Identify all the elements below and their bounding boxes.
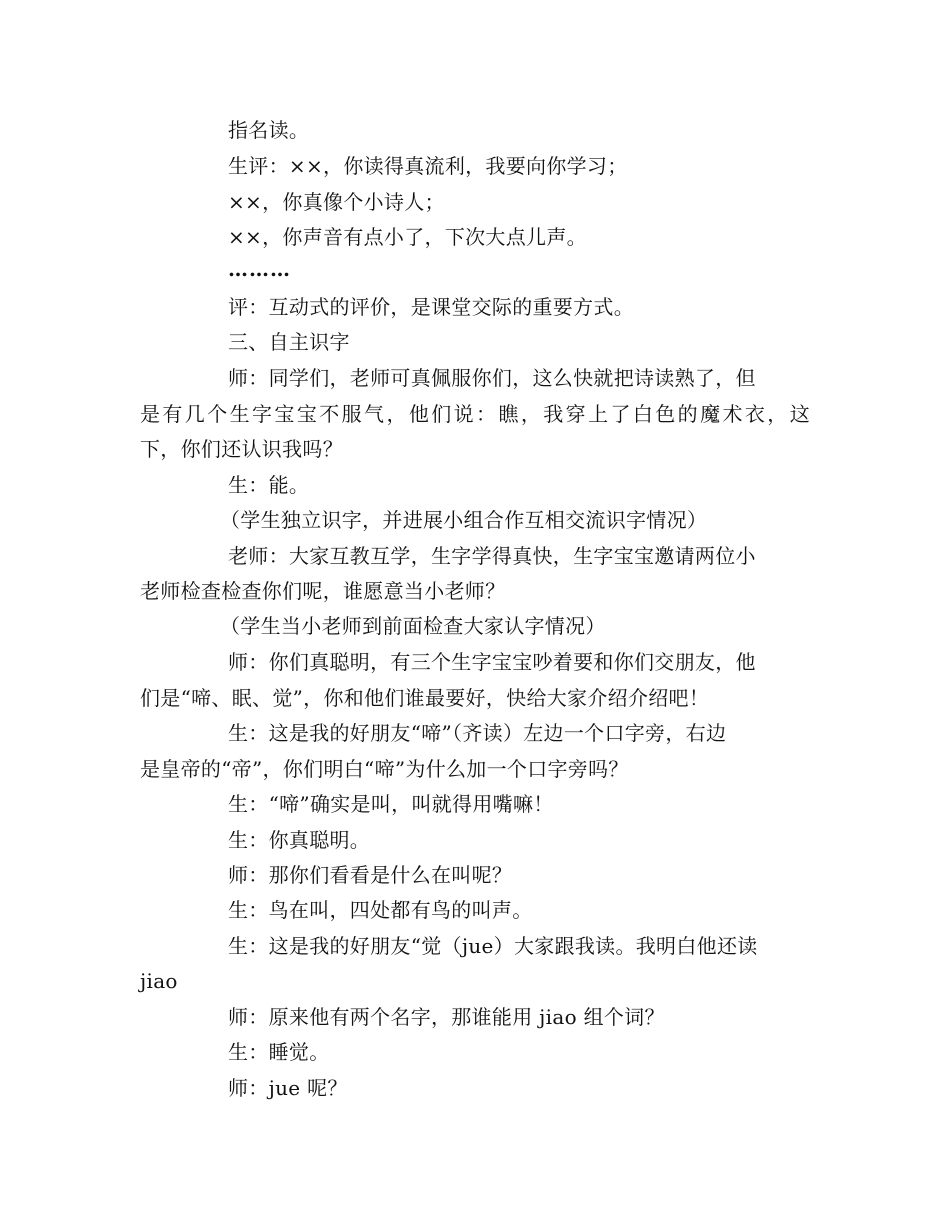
paragraph-line: 生：你真聪明。 <box>228 828 371 852</box>
paragraph-line: 师：你们真聪明，有三个生字宝宝吵着要和你们交朋友，他 <box>228 650 756 674</box>
paragraph-line: 们是“啼、眠、觉”，你和他们谁最要好，快给大家介绍介绍吧！ <box>140 686 710 710</box>
paragraph-line: ××，你真像个小诗人； <box>228 190 445 214</box>
paragraph-line: 师：那你们看看是什么在叫呢？ <box>228 863 513 887</box>
ellipsis-line: ……… <box>228 257 291 281</box>
paragraph-line: 生评：××，你读得真流利，我要向你学习； <box>228 154 628 178</box>
paragraph-line: 师：同学们，老师可真佩服你们，这么快就把诗读熟了，但 <box>228 366 756 390</box>
paragraph-line: 指名读。 <box>228 118 310 142</box>
paragraph-line: 生：“啼”确实是叫，叫就得用嘴嘛！ <box>228 792 554 816</box>
paragraph-line: 生：这是我的好朋友“觉（jue）大家跟我读。我明白他还读 <box>228 934 758 958</box>
paragraph-line: （学生独立识字，并进展小组合作互相交流识字情况） <box>220 508 708 532</box>
paragraph-line: 生：能。 <box>228 473 310 497</box>
paragraph-line: 是皇帝的“帝”，你们明白“啼”为什么加一个口字旁吗？ <box>140 757 629 781</box>
paragraph-line: 师：原来他有两个名字，那谁能用 jiao 组个词？ <box>228 1005 665 1029</box>
paragraph-line: 生：睡觉。 <box>228 1040 330 1064</box>
section-heading: 三、自主识字 <box>228 330 350 354</box>
paragraph-line: （学生当小老师到前面检查大家认字情况） <box>220 614 606 638</box>
paragraph-line: 生：这是我的好朋友“啼”（齐读）左边一个口字旁，右边 <box>228 721 727 745</box>
paragraph-line: 评：互动式的评价，是课堂交际的重要方式。 <box>228 295 634 319</box>
paragraph-line: 师：jue 呢？ <box>228 1076 348 1100</box>
paragraph-line: 老师：大家互教互学，生字学得真快，生字宝宝邀请两位小 <box>228 544 756 568</box>
paragraph-line: 下，你们还认识我吗？ <box>140 437 343 461</box>
paragraph-line: 老师检查检查你们呢，谁愿意当小老师？ <box>140 579 506 603</box>
paragraph-line: jiao <box>140 969 178 993</box>
paragraph-line: 是有几个生字宝宝不服气，他们说：瞧，我穿上了白色的魔术衣，这 <box>140 402 810 426</box>
paragraph-line: 生：鸟在叫，四处都有鸟的叫声。 <box>228 898 533 922</box>
paragraph-line: ××，你声音有点小了，下次大点儿声。 <box>228 225 587 249</box>
